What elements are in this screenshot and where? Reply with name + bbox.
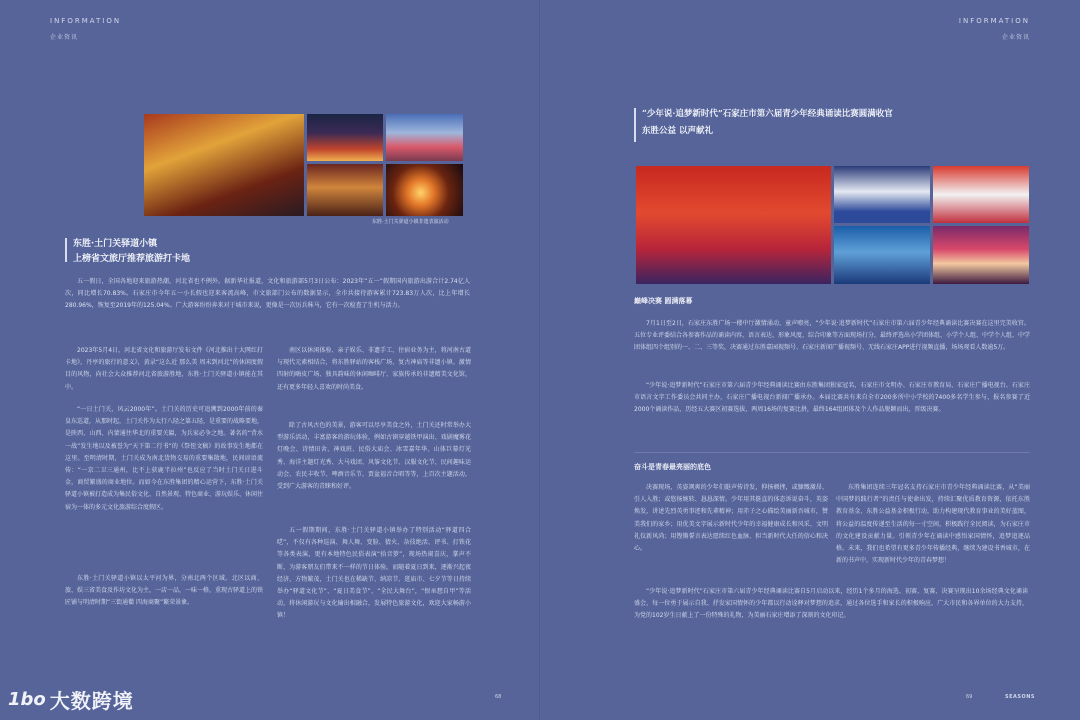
photo-opera-performance: [933, 226, 1029, 284]
right-paragraph-4: “少年说·追梦新时代”石家庄市第六届青少年经典诵读比赛自5月启动以来，经历1个多月的海选、初赛、复赛、决赛呈现出10余场经典文化诵读盛会，每一位勇于展示自我、抒发家国情怀的少年都以行动诠释对梦想的追求，通过各位选手和家长的积极响应，广大市民和各界单位的大力支持，为党的102岁生日献上了一份特殊的礼物，为美丽石家庄增添了深刻的文化印记。: [634, 588, 1028, 620]
page-gutter: [539, 0, 541, 720]
photo-iron-flower: [386, 164, 463, 216]
photo-night-festival: [307, 114, 383, 161]
right-title-line1: “少年说·追梦新时代”石家庄市第六届青少年经典诵读比赛圆满收官: [642, 109, 893, 119]
right-header-cn: 企业资讯: [1001, 34, 1030, 41]
photo-host-speaking: [933, 166, 1029, 223]
photo-street-performance: [307, 164, 383, 216]
right-brand: SEASONS: [1005, 694, 1036, 700]
right-paragraph-2: “少年说·追梦新时代”石家庄市第六届青少年经典诵读比赛由东胜集团独家冠名，石家庄市文明办、石家庄市教育局、石家庄广播电视台、石家庄市语言文字工作委员会共同主办，石家庄广播电视台新闻广播承办。本届比赛共有来自全市200多所中小学校的7400多名学生参与，报名参赛了近2000个诵读作品，历经五大赛区初赛选拔，两周16场的复赛比拼，最终164组团体及个人作品脱颖而出，晋级决赛。: [634, 382, 1030, 414]
right-paragraph-3: 决赛现场，英姿飒爽的少年们挺声传诗发，抑扬顿挫，或慷慨激昂、引人入胜；或悠扬婉转、恳恳深情。少年用其挺直的体态诉说奋斗，英姿焕发，讲述先烈英勇事迹和先辈精神；用赤子之心描绘美丽新吾城市，赞美我们的家乡；用优美文字展示新时代少年的幸福健康成长和风采、文明礼仪新风尚；用铿锵誓言表达愿续红色血脉、担当新时代大任的信心和决心。: [634, 484, 828, 553]
left-title-accent: [65, 238, 67, 262]
left-paragraph-5: 南区以休闲体验、亲子娱乐、非遗手工、住宿业务为主，将河南古道与现代元素相结合，将东胜驿站的客栈广场、复古神庙等非遗小镇、激情四射的嗨皮广场、独具韵味的休闲咖啡厅、家族传承的非遗精美文化馆，还有更多年轻人喜欢的时尚美食。: [277, 347, 471, 391]
left-header-cn: 企业资讯: [50, 34, 79, 41]
photo-dance-show: [386, 114, 463, 161]
photo-group-recitation: [834, 226, 930, 284]
watermark: [8, 685, 134, 714]
photo-students-group: [834, 166, 930, 223]
left-paragraph-3: “一日土门关，风云2000年”。土门关的历史可追溯到2000年前的秦皇东巡道，从那时起，土门关作为太行八陉之第五陉，是重要的战略要地，是陕西、山西、内蒙通往华北的重要关隘，为兵家必争之地。著名的“背水一战”发生地以及被誉为“天下第二行书”的《祭侄文稿》的故事发生地都在这里。至明清时期，土门关成为南北货物交易的重要集散地，民间谚语流传：“一京二卫三通州，比不上获鹿半拉州”也反应了当时土门关日进斗金，商贸繁盛的商业地位。而如今在东胜集团的精心运营下，东胜·土门关驿道小镇被打造成为集民俗文化、自然景观、特色商业、游玩娱乐、休闲住宿为一体的多元文化旅游综合度假区。: [65, 406, 264, 511]
left-paragraph-2: 2023年5月4日，河北省文化和旅游厅发布文件《河北推出十大网红打卡地》，丹亭的旅行的意义》，黄录“这么近 那么美 周末到河北”的休闲度假目的风物，向社会大众推荐河北省旅游胜地，东胜·土门关驿道小镇能在其中。: [65, 347, 263, 391]
right-title-accent: [634, 108, 636, 142]
right-folio: 69: [966, 694, 973, 700]
left-photo-caption: 东胜·土门关驿道小镇非遗表演活动: [372, 219, 449, 225]
left-folio: 68: [495, 694, 502, 700]
photo-lantern-crowd: [144, 114, 304, 216]
left-paragraph-intro: 五一假日，全国各地迎来旅游热潮，河北省也不例外。据新华社报道，文化和旅游部5月3日公布：2023年“五一”假期国内旅游出游合计2.74亿人次，同比增长70.83%。石家庄市今年五一小长假也迎来客流高峰，市文旅部门公布的数据显示，全市共接待游客累计723.83万人次，比上年增长280.96%，恢复至2019年的125.04%。广大游客纷纷奔来对于城市来说，更像是一次厉兵秣马，它有一次检查了生机与活力。: [65, 278, 470, 310]
right-section1-heading: 巅峰决赛 圆满落幕: [634, 296, 693, 305]
right-header-en: INFORMATION: [958, 17, 1030, 25]
left-title-line1: 东胜·土门关驿道小镇: [73, 239, 158, 249]
watermark-text: 大数跨境: [49, 689, 134, 713]
right-paragraph-1: 7月1日至2日，石家庄东胜广场一楼中厅激情涌动、童声嘹亮，“少年说·追梦新时代”石家庄市第六届青少年经典诵读比赛决赛在这里完美收官。五位专业评委结合各参赛作品的诵读内容、语言表达、形象风度、综合印象等方面现场打分，最终评选出小学团体组、小学个人组、中学个人组、中学团体组四个组别的一、二、三等奖，决赛通过东胜嘉园视频号、石家庄新闻广播视频号、无线石家庄APP进行视频直播，场场观看人数逾5万。: [634, 320, 1031, 352]
left-header-en: INFORMATION: [50, 17, 122, 25]
left-paragraph-6: 除了古风古色的美景，游客可以尽享美食之外，土门关还时常举办大型游乐活动，丰富游客的游玩体验，例如古镇穿越铁甲演出、戏剧魔雾花灯晚会、诗情田舍、神戏班、民俗大庙会、冰雪嘉年华、山体巨幕灯光秀、海洋主题灯光秀、大马戏团、风筝文化节、汉服文化节、民间趣味运动会、农民丰收节、啤酒音乐节、贾盆福音合唱等等，上百次主题活动，受到广大游客的青睐和好评。: [277, 422, 471, 491]
left-paragraph-4: 东胜·土门关驿道小镇以太平河为界，分南北两个区域。北区以商、旅、娱三省美食及作坊文化为主，一店一品，一味一格，重现古驿道上的铁匠铺与明清时期“三街通衢 四海商聚”繁荣景象。: [65, 575, 264, 607]
watermark-logo-icon: 1bo: [8, 689, 46, 710]
right-section-divider: [634, 452, 1030, 453]
right-section2-heading: 奋斗是青春最亮丽的底色: [634, 462, 711, 471]
right-title-line2: 东胜公益 以声献礼: [642, 126, 713, 136]
left-title-line2: 上榜省文旅厅推荐旅游打卡地: [73, 254, 191, 264]
left-paragraph-7: 五一假期期间，东胜·土门关驿道小镇举办了特别活动“驿道四合呓”，不仅有各种巡演、舞人舞、变脸、猜火、杂技绝活、评书、打铁花等各类表演，更有本地特色民俗表演“拾音箩”，现场热闹喜庆，掌声不断，为游客朋友们带来不一样的节日体验。而随着夏日到来，逐渐兴起夜经济，方物繁茂，土门关也在稀缺节、纳凉节、逛庙市、七夕节等日持续举办“驿道文化节”、“夏日美食节”、“全民大舞台”，“恨巫想自甲”等活动，将休闲游玩与文化输出相融合，发展特色旅游文化，欢迎大家畅游小镇！: [277, 527, 471, 620]
photo-stage-performance: [636, 166, 831, 284]
right-paragraph-5: 东胜集团连续三年冠名支持石家庄市青少年经典诵读比赛，从“美丽中国梦的践行者”的责任与使命出发，持续汇聚优质教育资源，依托东胜教育基金、东胜公益基金积极行动，助力构建现代教育事业的美好蓝图，将公益的温度传递至生活的每一寸空间，积极践行全民阅读，为石家庄市的文化建设贡献力量。引领青少年在诵读中感悟家国情怀，追梦追逐品格。未来，我们也希望有更多青少年传播经典，继续为建设书香城市，在新的书声中，实现新时代少年的青春梦想！: [836, 484, 1030, 565]
